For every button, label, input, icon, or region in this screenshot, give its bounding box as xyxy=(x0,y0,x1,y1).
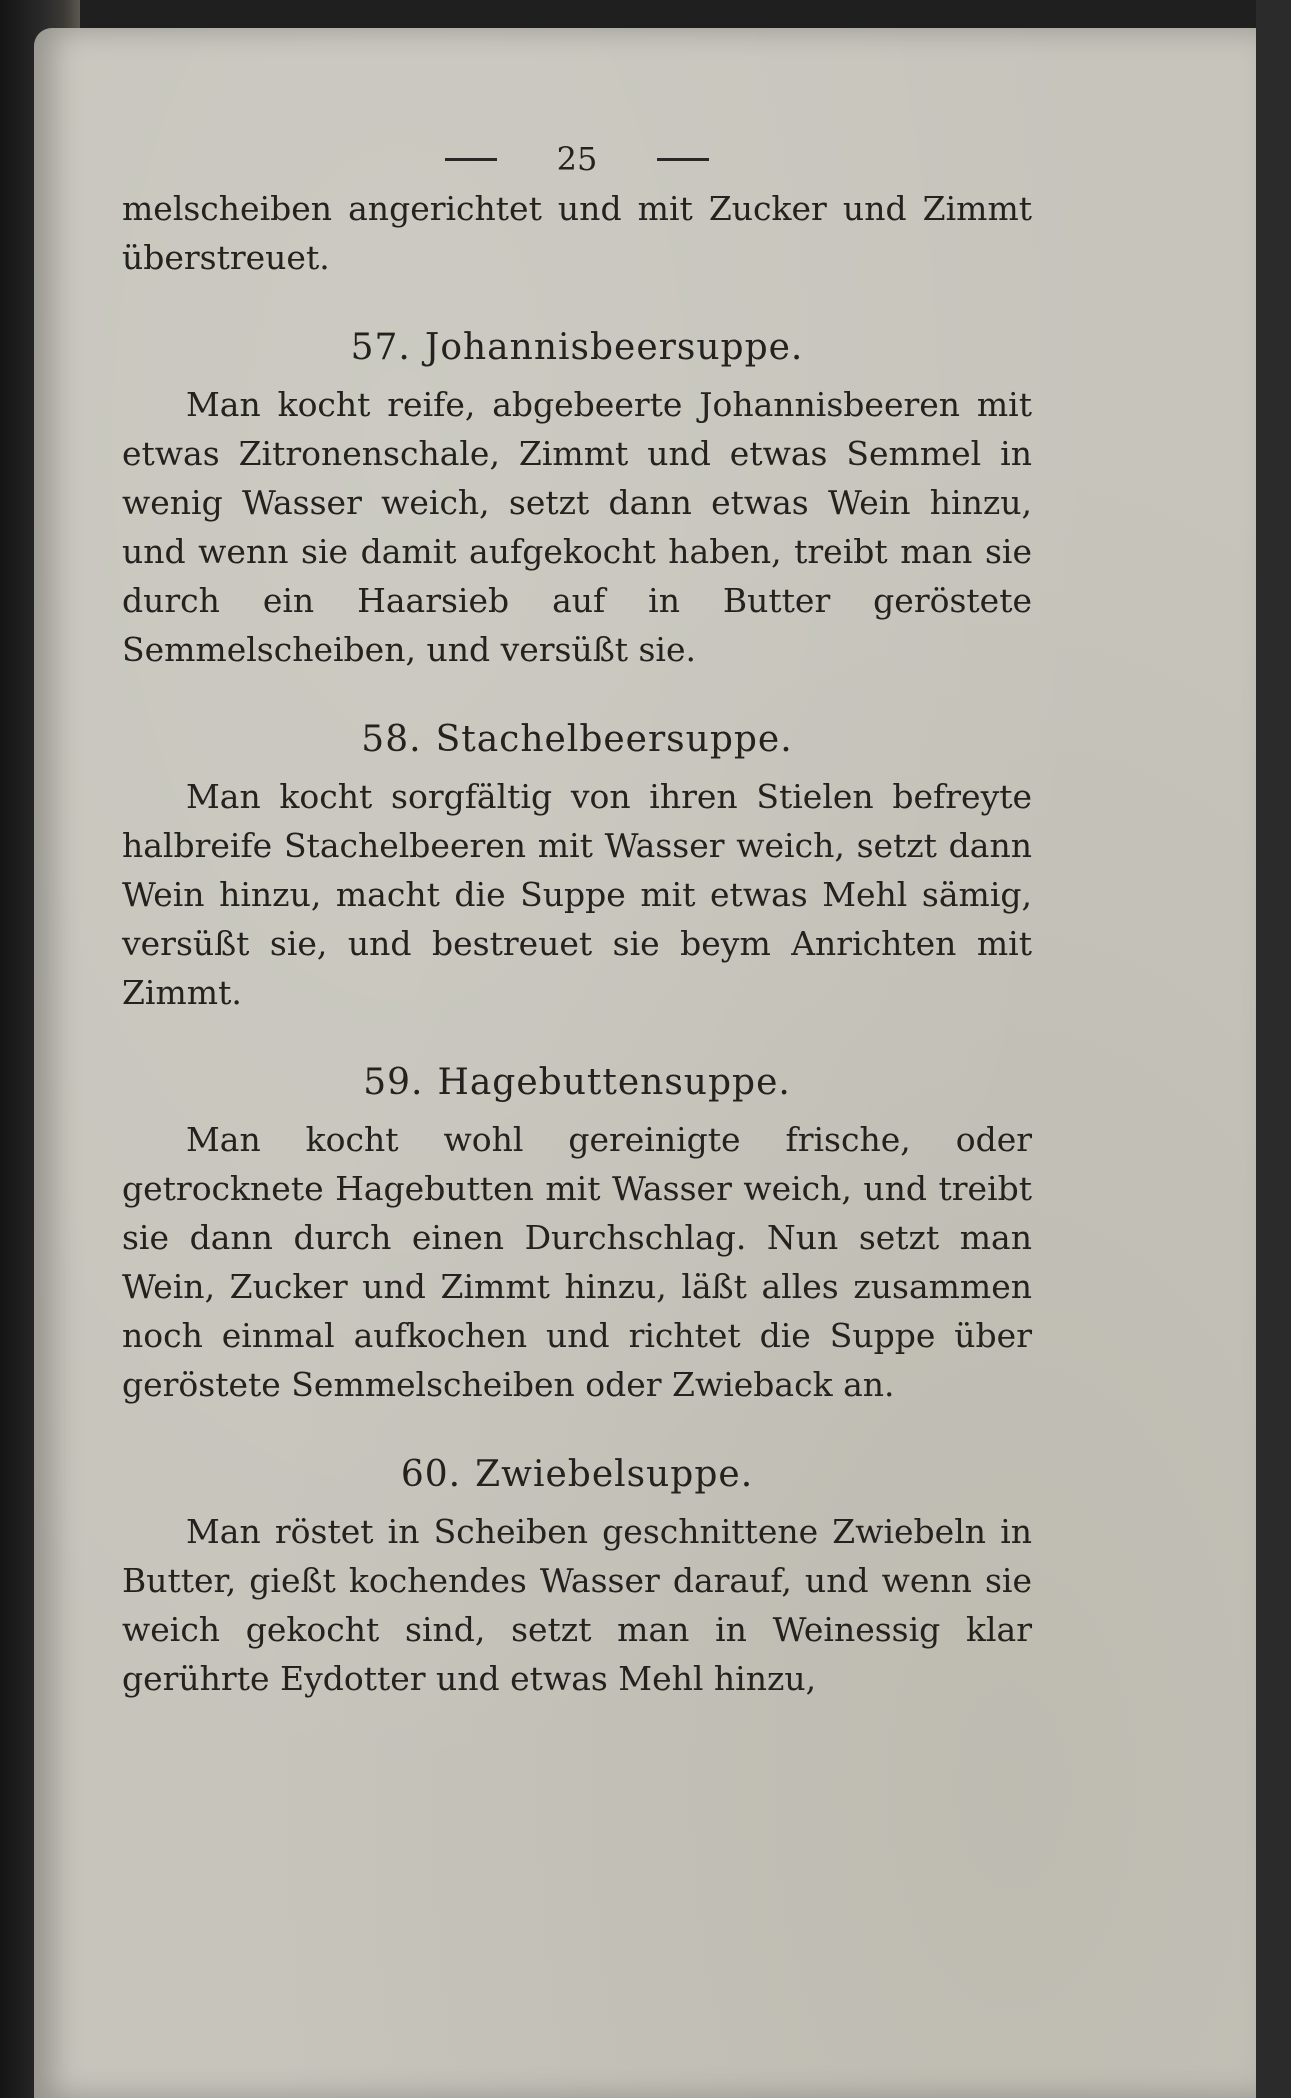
recipe-heading-58 xyxy=(122,714,1032,766)
page-header xyxy=(122,135,1032,184)
recipe-number: 58. xyxy=(361,719,422,760)
recipe-number: 59. xyxy=(363,1062,424,1103)
header-dash-left xyxy=(445,158,497,161)
recipe-text-60: Man röstet in Scheiben geschnittene Zwiebeln in Butter, gießt kochendes Wasser darauf, und wenn sie weich gekocht sind, setzt man in Weinessig klar gerührte Eydotter und etwas Mehl hinzu, xyxy=(122,1512,1032,1698)
page-text xyxy=(122,135,1032,1703)
recipe-title: Stachelbeersuppe. xyxy=(435,719,793,760)
recipe-text-59: Man kocht wohl gereinigte frische, oder getrocknete Hagebutten mit Wasser weich, und treibt sie dann durch einen Durchschlag. Nun setzt man Wein, Zucker und Zimmt hinzu, läßt alles zusammen noch einmal aufkochen und richtet die Suppe über geröstete Semmelscheiben oder Zwieback an. xyxy=(122,1120,1032,1404)
recipe-heading-60 xyxy=(122,1449,1032,1501)
continuation-text: melscheiben angerichtet und mit Zucker und Zimmt überstreuet. xyxy=(122,189,1032,277)
header-dash-right xyxy=(657,158,709,161)
recipe-heading-57 xyxy=(122,322,1032,374)
recipe-number: 57. xyxy=(350,327,411,368)
recipe-text-58: Man kocht sorgfältig von ihren Stielen befreyte halbreife Stachelbeeren mit Wasser weich, setzt dann Wein hinzu, macht die Suppe mit etwas Mehl sämig, versüßt sie, und bestreuet sie beym Anrichten mit Zimmt. xyxy=(122,777,1032,1012)
page-number: 25 xyxy=(556,140,598,178)
scan-border xyxy=(1256,0,1291,2098)
recipe-heading-59 xyxy=(122,1057,1032,1109)
recipe-text-57: Man kocht reife, abgebeerte Johannisbeeren mit etwas Zitronenschale, Zimmt und etwas Semmel in wenig Wasser weich, setzt dann etwas Wein hinzu, und wenn sie damit aufgekocht haben, treibt man sie durch ein Haarsieb auf in Butter geröstete Semmelscheiben, und versüßt sie. xyxy=(122,385,1032,669)
recipe-title: Hagebuttensuppe. xyxy=(437,1062,791,1103)
recipe-title: Johannisbeersuppe. xyxy=(424,327,804,368)
recipe-title: Zwiebelsuppe. xyxy=(475,1454,754,1495)
recipe-number: 60. xyxy=(400,1454,462,1495)
